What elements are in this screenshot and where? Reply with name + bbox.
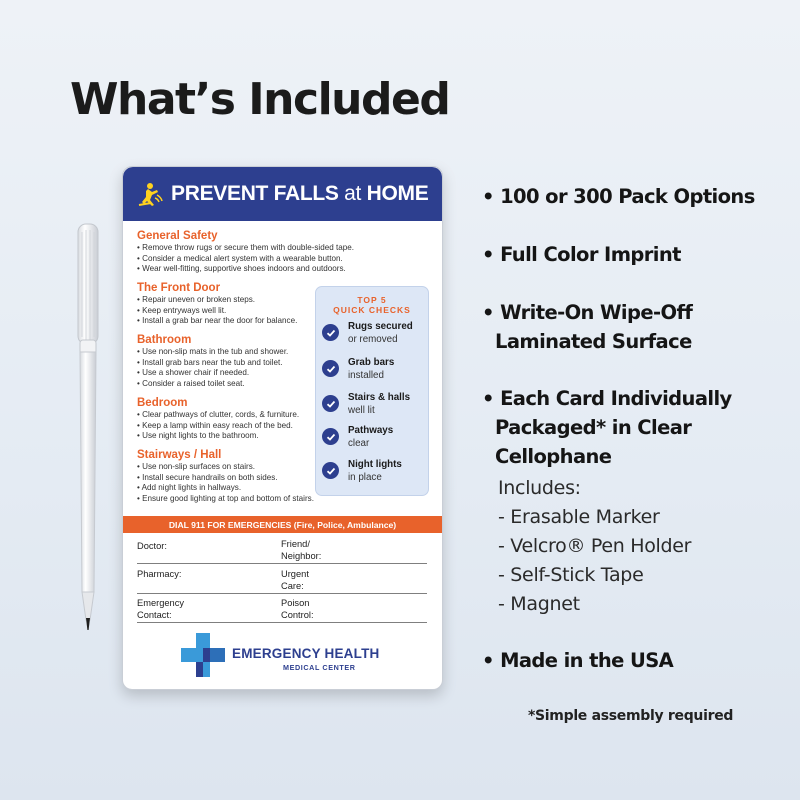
footnote: *Simple assembly required xyxy=(528,708,734,724)
logo-subtitle: MEDICAL CENTER xyxy=(283,663,356,672)
bathroom-list: • Use non-slip mats in the tub and shower. • Install grab bars near the tub and toilet. • Use a shower chair if needed. • Consider a raised toilet seat. xyxy=(137,347,289,388)
form-divider xyxy=(137,593,427,594)
includes-heading: Includes: xyxy=(498,477,581,499)
quick-checks-box xyxy=(315,286,429,496)
feature-write-on: • Write-On Wipe-Off Laminated Surface xyxy=(482,301,693,353)
section-heading-stairways: Stairways / Hall xyxy=(137,449,222,461)
urgent-care-label: Urgent Care: xyxy=(281,569,309,591)
poison-control-label: Poison Control: xyxy=(281,598,314,620)
checkmark-icon xyxy=(322,462,339,479)
section-heading-general-safety: General Safety xyxy=(137,230,218,242)
check-detail: or removed xyxy=(348,333,398,345)
erasable-marker-image xyxy=(70,222,106,632)
includes-item: - Self-Stick Tape xyxy=(498,564,644,586)
form-divider xyxy=(137,563,427,564)
checks-title-top: TOP 5 xyxy=(357,295,387,305)
section-heading-bedroom: Bedroom xyxy=(137,397,188,409)
card-header xyxy=(123,167,442,221)
friend-neighbor-label: Friend/ Neighbor: xyxy=(281,539,322,561)
caution-slip-icon xyxy=(135,179,165,209)
check-item xyxy=(322,392,410,417)
logo-name: EMERGENCY HEALTH xyxy=(232,646,380,661)
front-door-list: • Repair uneven or broken steps. • Keep entryways well lit. • Install a grab bar near the door for balance. xyxy=(137,295,298,326)
check-item xyxy=(322,321,413,346)
feature-made-in-usa: • Made in the USA xyxy=(482,649,674,672)
emergency-contact-label: Emergency Contact: xyxy=(137,598,185,620)
check-label: Pathways xyxy=(348,425,394,436)
feature-packaged: • Each Card Individually Packaged* in Clear Cellophane xyxy=(482,387,732,468)
emergency-dial-banner: DIAL 911 FOR EMERGENCIES (Fire, Police, Ambulance) xyxy=(123,516,442,533)
check-detail: clear xyxy=(348,437,370,449)
check-detail: well lit xyxy=(348,404,375,416)
section-heading-bathroom: Bathroom xyxy=(137,334,192,346)
check-detail: installed xyxy=(348,369,384,381)
check-item xyxy=(322,459,402,484)
bedroom-list: • Clear pathways of clutter, cords, & furniture. • Keep a lamp within easy reach of the bed. • Use night lights to the bathroom. xyxy=(137,410,300,441)
checkmark-icon xyxy=(322,395,339,412)
check-label: Rugs secured xyxy=(348,321,413,332)
card-title: PREVENT FALLS at HOME xyxy=(171,182,429,205)
check-label: Night lights xyxy=(348,459,402,470)
feature-full-color: • Full Color Imprint xyxy=(482,243,681,266)
doctor-label: Doctor: xyxy=(137,541,167,551)
fall-prevention-card xyxy=(122,166,443,690)
check-label: Grab bars xyxy=(348,357,395,368)
medical-cross-logo-icon xyxy=(181,633,225,677)
stairways-list: • Use non-slip surfaces on stairs. • Install secure handrails on both sides. • Add night lights in hallways. • Ensure good lighting at top and bottom of stairs. xyxy=(137,462,314,503)
checkmark-icon xyxy=(322,360,339,377)
pharmacy-label: Pharmacy: xyxy=(137,569,182,579)
checkmark-icon xyxy=(322,324,339,341)
section-heading-front-door: The Front Door xyxy=(137,282,221,294)
checkmark-icon xyxy=(322,428,339,445)
includes-item: - Erasable Marker xyxy=(498,506,660,528)
form-divider xyxy=(137,622,427,623)
check-label: Stairs & halls xyxy=(348,392,411,403)
page-title: What’s Included xyxy=(70,74,450,125)
check-detail: in place xyxy=(348,471,382,483)
check-item xyxy=(322,425,393,450)
general-safety-list: • Remove throw rugs or secure them with double-sided tape. • Consider a medical alert system with a wearable button. • Wear well-fitting, supportive shoes indoors and outdoors. xyxy=(137,243,354,274)
includes-item: - Magnet xyxy=(498,593,580,615)
feature-pack-options: • 100 or 300 Pack Options xyxy=(482,185,755,208)
check-item xyxy=(322,357,394,382)
includes-item: - Velcro® Pen Holder xyxy=(498,535,692,557)
checks-title-bottom: QUICK CHECKS xyxy=(333,305,411,315)
